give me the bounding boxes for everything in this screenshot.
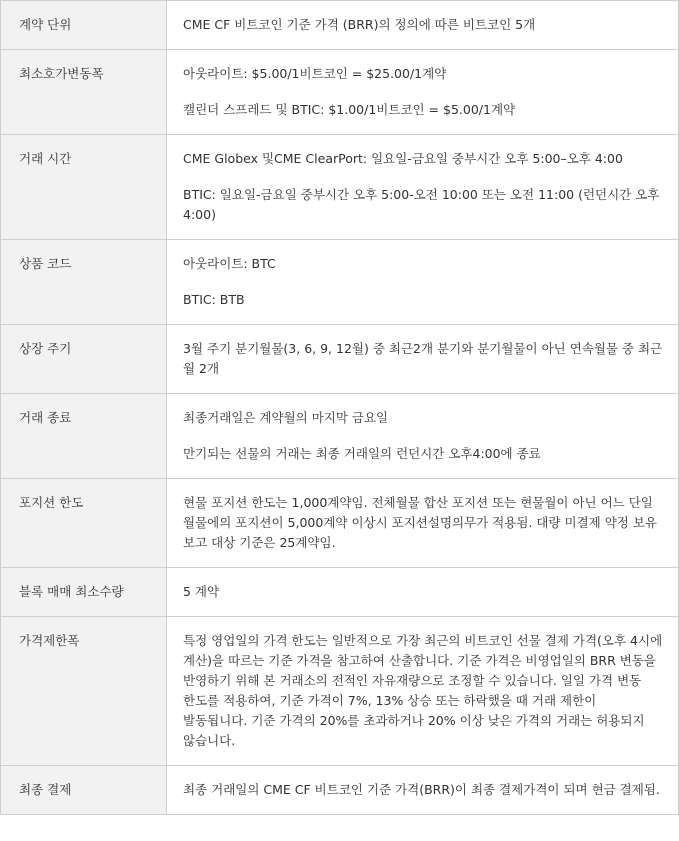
table-row: [1, 394, 679, 479]
table-row: [1, 325, 679, 394]
row-label-tick-size: 최소호가변동폭: [1, 50, 167, 135]
row-label-position-limits: 포지션 한도: [1, 479, 167, 568]
table-row: [1, 617, 679, 766]
value-line: 최종 거래일의 CME CF 비트코인 기준 가격(BRR)이 최종 결제가격이 되며 현금 결제됨.: [183, 782, 660, 797]
table-row: [1, 479, 679, 568]
row-value-termination: [167, 394, 679, 479]
row-value-trading-hours: [167, 135, 679, 240]
row-value-listing-cycle: [167, 325, 679, 394]
table-row: [1, 1, 679, 50]
value-line: 아웃라이트: $5.00/1비트코인 = $25.00/1계약: [183, 66, 447, 81]
row-value-contract-unit: [167, 1, 679, 50]
value-line: 캘린더 스프레드 및 BTIC: $1.00/1비트코인 = $5.00/1계약: [183, 102, 516, 117]
value-line: BTIC: 일요일-금요일 중부시간 오후 5:00-오전 10:00 또는 오전 11:00 (런던시간 오후 4:00): [183, 187, 660, 222]
row-value-final-settlement: [167, 766, 679, 815]
value-line: CME CF 비트코인 기준 가격 (BRR)의 정의에 따른 비트코인 5개: [183, 17, 536, 32]
row-value-block-minimum: [167, 568, 679, 617]
row-label-price-limits: 가격제한폭: [1, 617, 167, 766]
table-row: [1, 135, 679, 240]
table-row: [1, 568, 679, 617]
value-line: 현물 포지션 한도는 1,000계약임. 전체월물 합산 포지션 또는 현물월이 아닌 어느 단일 월물에의 포지션이 5,000계약 이상시 포지션설명의무가 적용됨. 대량 미결제 약정 보유 보고 대상 기준은 25계약임.: [183, 495, 657, 550]
row-value-product-code: [167, 240, 679, 325]
value-line: 최종거래일은 계약월의 마지막 금요일: [183, 410, 389, 425]
value-line: 아웃라이트: BTC: [183, 256, 276, 271]
value-line: CME Globex 및CME ClearPort: 일요일-금요일 중부시간 오후 5:00–오후 4:00: [183, 151, 623, 166]
table-row: [1, 240, 679, 325]
row-label-contract-unit: 계약 단위: [1, 1, 167, 50]
row-label-listing-cycle: 상장 주기: [1, 325, 167, 394]
row-label-trading-hours: 거래 시간: [1, 135, 167, 240]
row-label-block-minimum: 블록 매매 최소수량: [1, 568, 167, 617]
value-line: 특정 영업일의 가격 한도는 일반적으로 가장 최근의 비트코인 선물 결제 가격(오후 4시에 계산)을 따르는 기준 가격을 참고하여 산출합니다. 기준 가격은 비영업일의 BRR 변동을 반영하기 위해 본 거래소의 전적인 자유재량으로 조정할 수 있습니다. 일일 가격 변동 한도를 적용하여, 기준 가격이 7%, 13% 상승 또는 하락했을 때 거래 제한이 발동됩니다. 기준 가격의 20%를 초과하거나 20% 이상 낮은 가격의 거래는 허용되지 않습니다.: [183, 633, 663, 748]
row-label-termination: 거래 종료: [1, 394, 167, 479]
row-value-tick-size: [167, 50, 679, 135]
table-row: [1, 50, 679, 135]
row-label-product-code: 상품 코드: [1, 240, 167, 325]
table-row: [1, 766, 679, 815]
row-value-position-limits: [167, 479, 679, 568]
value-line: BTIC: BTB: [183, 292, 245, 307]
row-label-final-settlement: 최종 결제: [1, 766, 167, 815]
value-line: 만기되는 선물의 거래는 최종 거래일의 런던시간 오후4:00에 종료: [183, 446, 541, 461]
row-value-price-limits: [167, 617, 679, 766]
value-line: 3월 주기 분기월물(3, 6, 9, 12월) 중 최근2개 분기와 분기월물이 아닌 연속월물 중 최근 월 2개: [183, 341, 663, 376]
value-line: 5 계약: [183, 584, 220, 599]
